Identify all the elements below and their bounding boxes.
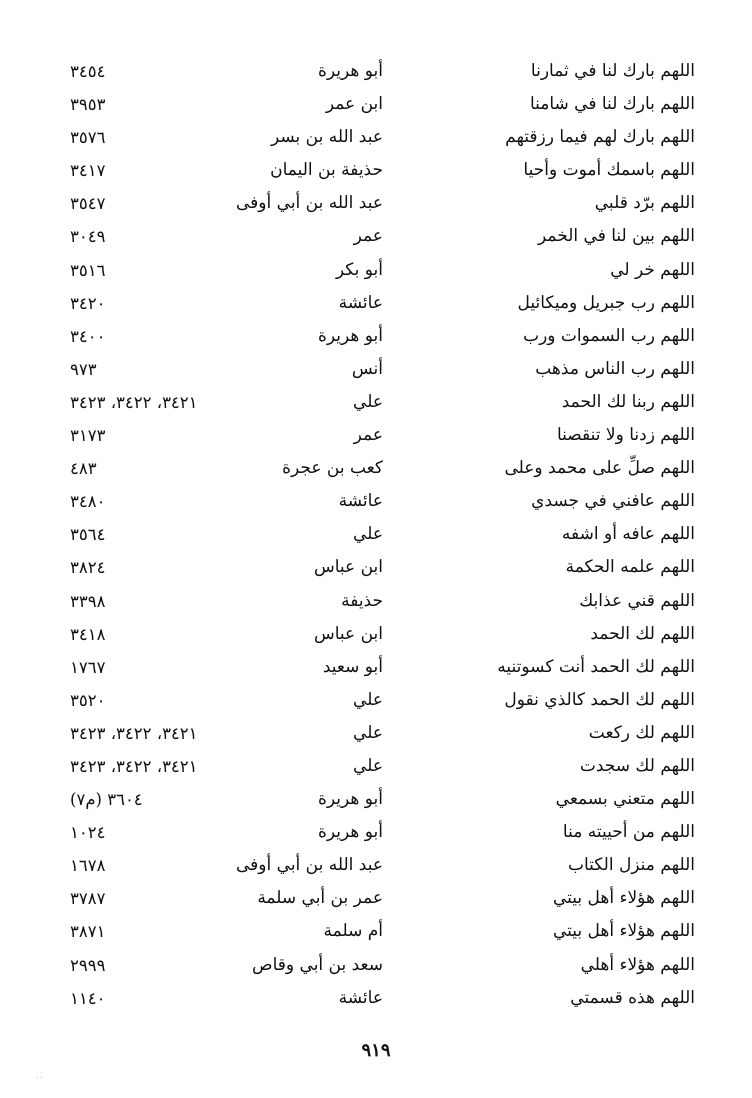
index-row (70, 750, 695, 783)
narrator-name: علي (353, 689, 383, 710)
scan-mark: · · (36, 1074, 43, 1082)
hadith-opening-text: اللهم عافه أو اشفه (561, 524, 695, 545)
hadith-opening-text: اللهم لك الحمد كالذي نقول (504, 689, 695, 710)
index-row (70, 783, 695, 816)
hadith-opening-text: اللهم عافني في جسدي (531, 491, 695, 512)
hadith-opening-text: اللهم رب جبريل وميكائيل (517, 292, 695, 313)
index-row (70, 816, 695, 849)
hadith-number: ٣٨٧١ (70, 922, 106, 942)
narrator-name: أبو بكر (335, 259, 383, 280)
hadith-number: ٣٥٦٤ (70, 525, 106, 545)
index-row (70, 386, 695, 419)
hadith-number: ١٦٧٨ (70, 856, 106, 876)
narrator-name: ابن عباس (313, 623, 383, 644)
index-row (70, 882, 695, 915)
narrator-name: عبد الله بن أبي أوفى (236, 193, 383, 214)
narrator-name: أبو هريرة (317, 822, 383, 843)
index-row (70, 485, 695, 518)
hadith-opening-text: اللهم باسمك أموت وأحيا (523, 160, 695, 181)
index-row (70, 452, 695, 485)
hadith-number: ٣٤١٧ (70, 161, 106, 181)
hadith-opening-text: اللهم من أحييته منا (562, 822, 695, 843)
hadith-opening-text: اللهم قني عذابك (579, 590, 695, 611)
index-row (70, 651, 695, 684)
hadith-number: ٣٤٢١، ٣٤٢٢، ٣٤٢٣ (70, 723, 198, 743)
hadith-number: ٣٥٤٧ (70, 194, 106, 214)
index-row (70, 55, 695, 88)
narrator-name: عمر (353, 425, 383, 446)
index-row (70, 419, 695, 452)
hadith-opening-text: اللهم متعني بسمعي (555, 789, 695, 810)
hadith-number: ٢٩٩٩ (70, 955, 106, 975)
hadith-number: ٣٥٧٦ (70, 128, 106, 148)
narrator-name: عائشة (338, 491, 383, 512)
narrator-name: أم سلمة (323, 921, 383, 942)
narrator-name: عمر بن أبي سلمة (257, 888, 383, 909)
hadith-number: ٣١٧٣ (70, 426, 106, 446)
hadith-number: ٣٦٠٤ (م٧) (70, 790, 143, 810)
hadith-opening-text: اللهم لك سجدت (579, 755, 695, 776)
index-row (70, 618, 695, 651)
hadith-number: ٣٤٢٠ (70, 293, 106, 313)
narrator-name: كعب بن عجرة (282, 458, 383, 479)
hadith-opening-text: اللهم بارك لنا في ثمارنا (530, 61, 695, 81)
index-row (70, 220, 695, 253)
hadith-number: ٣٠٤٩ (70, 227, 106, 247)
hadith-opening-text: اللهم لك الحمد (590, 623, 695, 644)
narrator-name: أبو هريرة (317, 325, 383, 346)
hadith-number: ٣٤٥٤ (70, 62, 106, 81)
hadith-number: ٣٤٠٠ (70, 326, 106, 346)
narrator-name: حذيفة (341, 590, 383, 611)
narrator-name: عائشة (338, 292, 383, 313)
narrator-name: عبد الله بن أبي أوفى (236, 855, 383, 876)
hadith-opening-text: اللهم علمه الحكمة (565, 557, 695, 578)
narrator-name: علي (353, 722, 383, 743)
index-row (70, 915, 695, 948)
index-row (70, 982, 695, 1015)
hadith-opening-text: اللهم هؤلاء أهل بيتي (552, 921, 695, 942)
hadith-number: ٣٤٨٠ (70, 492, 106, 512)
narrator-name: علي (353, 391, 383, 412)
narrator-name: أبو هريرة (317, 789, 383, 810)
hadith-number: ١٧٦٧ (70, 657, 106, 677)
hadith-opening-text: اللهم برّد قلبي (594, 193, 695, 214)
narrator-name: أبو هريرة (317, 61, 383, 81)
narrator-name: سعد بن أبي وقاص (252, 954, 383, 975)
index-row (70, 551, 695, 584)
hadith-opening-text: اللهم صلِّ على محمد وعلى (504, 458, 695, 479)
narrator-name: ابن عباس (313, 557, 383, 578)
index-row (70, 287, 695, 320)
hadith-number: ٣٣٩٨ (70, 591, 106, 611)
hadith-opening-text: اللهم هؤلاء أهل بيتي (552, 888, 695, 909)
hadith-number: ٣٤١٨ (70, 624, 106, 644)
hadith-number: ٣٥١٦ (70, 260, 106, 280)
hadith-number: ٣٤٢١، ٣٤٢٢، ٣٤٢٣ (70, 392, 198, 412)
index-row (70, 717, 695, 750)
index-row (70, 320, 695, 353)
index-row (70, 949, 695, 982)
hadith-number: ٣٧٨٧ (70, 889, 106, 909)
index-row (70, 88, 695, 121)
narrator-name: أنس (351, 358, 383, 379)
hadith-opening-text: اللهم لك ركعت (588, 722, 695, 743)
narrator-name: ابن عمر (325, 94, 383, 115)
hadith-opening-text: اللهم منزل الكتاب (567, 855, 695, 876)
index-row (70, 353, 695, 386)
hadith-opening-text: اللهم بين لنا في الخمر (538, 226, 695, 247)
index-row (70, 187, 695, 220)
page-number: ٩١٩ (361, 1040, 391, 1061)
hadith-number: ٣٩٥٣ (70, 95, 106, 115)
hadith-number: ١١٤٠ (70, 988, 106, 1008)
narrator-name: حذيفة بن اليمان (270, 160, 383, 181)
narrator-name: علي (353, 524, 383, 545)
narrator-name: عائشة (338, 987, 383, 1008)
index-row (70, 585, 695, 618)
narrator-name: علي (353, 755, 383, 776)
hadith-number: ٣٥٢٠ (70, 690, 106, 710)
index-row (70, 684, 695, 717)
hadith-number: ٣٨٢٤ (70, 558, 106, 578)
hadith-number: ٩٧٣ (70, 359, 97, 379)
hadith-opening-text: اللهم رب الناس مذهب (535, 358, 695, 379)
index-row (70, 154, 695, 187)
hadith-number: ٣٤٢١، ٣٤٢٢، ٣٤٢٣ (70, 756, 198, 776)
narrator-name: عبد الله بن بسر (270, 127, 383, 148)
index-row (70, 518, 695, 551)
narrator-name: أبو سعيد (322, 656, 383, 677)
hadith-opening-text: اللهم لك الحمد أنت كسوتنيه (497, 656, 695, 677)
hadith-index-table (70, 55, 695, 1015)
hadith-number: ١٠٢٤ (70, 823, 106, 843)
index-row (70, 121, 695, 154)
narrator-name: عمر (353, 226, 383, 247)
hadith-opening-text: اللهم هذه قسمتي (570, 987, 695, 1008)
hadith-opening-text: اللهم بارك لنا في شامنا (529, 94, 695, 115)
index-row (70, 254, 695, 287)
hadith-opening-text: اللهم ربنا لك الحمد (561, 391, 695, 412)
hadith-opening-text: اللهم رب السموات ورب (523, 325, 695, 346)
hadith-opening-text: اللهم زدنا ولا تنقصنا (556, 425, 695, 446)
hadith-opening-text: اللهم بارك لهم فيما رزقتهم (505, 127, 695, 148)
hadith-number: ٤٨٣ (70, 459, 97, 479)
index-row (70, 849, 695, 882)
hadith-opening-text: اللهم هؤلاء أهلي (580, 954, 695, 975)
hadith-opening-text: اللهم خر لي (610, 259, 695, 280)
